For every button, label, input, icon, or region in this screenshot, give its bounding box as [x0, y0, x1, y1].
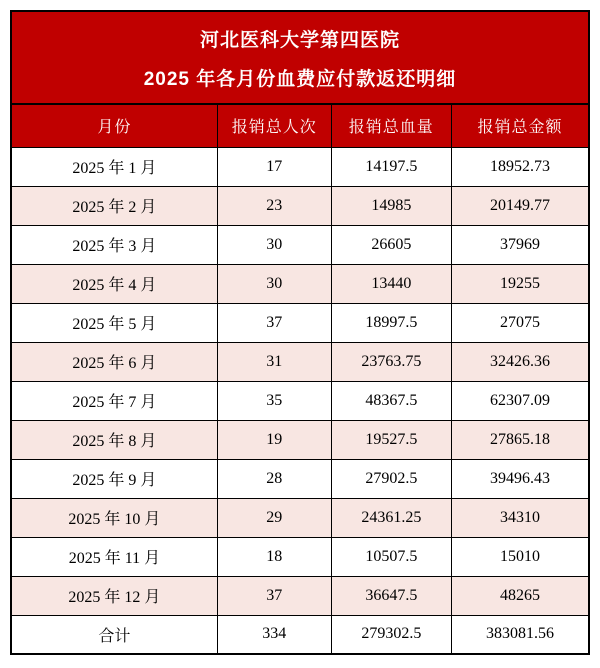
- cell-people: 30: [217, 225, 331, 264]
- cell-amount: 20149.77: [451, 186, 589, 225]
- cell-month: 2025 年 1 月: [11, 147, 217, 186]
- cell-people: 17: [217, 147, 331, 186]
- total-cell-amount: 383081.56: [451, 615, 589, 654]
- cell-amount: 18952.73: [451, 147, 589, 186]
- cell-people: 37: [217, 303, 331, 342]
- cell-people: 35: [217, 381, 331, 420]
- cell-blood: 19527.5: [331, 420, 451, 459]
- table-row: [11, 537, 589, 576]
- total-cell-people: 334: [217, 615, 331, 654]
- cell-month: 2025 年 8 月: [11, 420, 217, 459]
- cell-month: 2025 年 12 月: [11, 576, 217, 615]
- table-row: [11, 498, 589, 537]
- blood-fee-report-table: [10, 10, 590, 655]
- cell-month: 2025 年 2 月: [11, 186, 217, 225]
- cell-blood: 13440: [331, 264, 451, 303]
- cell-amount: 15010: [451, 537, 589, 576]
- cell-amount: 37969: [451, 225, 589, 264]
- cell-amount: 27865.18: [451, 420, 589, 459]
- cell-people: 19: [217, 420, 331, 459]
- column-header-amount: 报销总金额: [451, 104, 589, 147]
- cell-blood: 23763.75: [331, 342, 451, 381]
- cell-people: 18: [217, 537, 331, 576]
- table-row: [11, 381, 589, 420]
- cell-blood: 14985: [331, 186, 451, 225]
- cell-amount: 48265: [451, 576, 589, 615]
- table-row: [11, 420, 589, 459]
- cell-blood: 48367.5: [331, 381, 451, 420]
- cell-month: 2025 年 5 月: [11, 303, 217, 342]
- table-row: [11, 186, 589, 225]
- table-row: [11, 303, 589, 342]
- cell-blood: 26605: [331, 225, 451, 264]
- cell-amount: 62307.09: [451, 381, 589, 420]
- cell-people: 30: [217, 264, 331, 303]
- table-row: [11, 264, 589, 303]
- title-banner-row: [11, 11, 589, 104]
- cell-month: 2025 年 11 月: [11, 537, 217, 576]
- cell-blood: 24361.25: [331, 498, 451, 537]
- cell-people: 23: [217, 186, 331, 225]
- cell-amount: 32426.36: [451, 342, 589, 381]
- table-row: [11, 225, 589, 264]
- cell-people: 28: [217, 459, 331, 498]
- column-header-blood: 报销总血量: [331, 104, 451, 147]
- cell-blood: 18997.5: [331, 303, 451, 342]
- total-row: [11, 615, 589, 654]
- cell-month: 2025 年 10 月: [11, 498, 217, 537]
- cell-amount: 39496.43: [451, 459, 589, 498]
- cell-month: 2025 年 3 月: [11, 225, 217, 264]
- cell-blood: 10507.5: [331, 537, 451, 576]
- cell-people: 37: [217, 576, 331, 615]
- total-cell-blood: 279302.5: [331, 615, 451, 654]
- cell-amount: 27075: [451, 303, 589, 342]
- cell-month: 2025 年 4 月: [11, 264, 217, 303]
- cell-blood: 14197.5: [331, 147, 451, 186]
- title-banner: [11, 11, 589, 104]
- column-header-row: [11, 104, 589, 147]
- table-row: [11, 147, 589, 186]
- cell-blood: 36647.5: [331, 576, 451, 615]
- table-row: [11, 576, 589, 615]
- cell-amount: 34310: [451, 498, 589, 537]
- column-header-month: 月份: [11, 104, 217, 147]
- total-cell-month: 合计: [11, 615, 217, 654]
- cell-people: 31: [217, 342, 331, 381]
- cell-month: 2025 年 9 月: [11, 459, 217, 498]
- report-subtitle: 2025 年各月份血费应付款返还明细: [143, 68, 457, 90]
- column-header-people: 报销总人次: [217, 104, 331, 147]
- table-body: [11, 147, 589, 654]
- cell-amount: 19255: [451, 264, 589, 303]
- cell-blood: 27902.5: [331, 459, 451, 498]
- cell-people: 29: [217, 498, 331, 537]
- cell-month: 2025 年 6 月: [11, 342, 217, 381]
- table-row: [11, 459, 589, 498]
- table-row: [11, 342, 589, 381]
- cell-month: 2025 年 7 月: [11, 381, 217, 420]
- hospital-name: 河北医科大学第四医院: [199, 29, 400, 51]
